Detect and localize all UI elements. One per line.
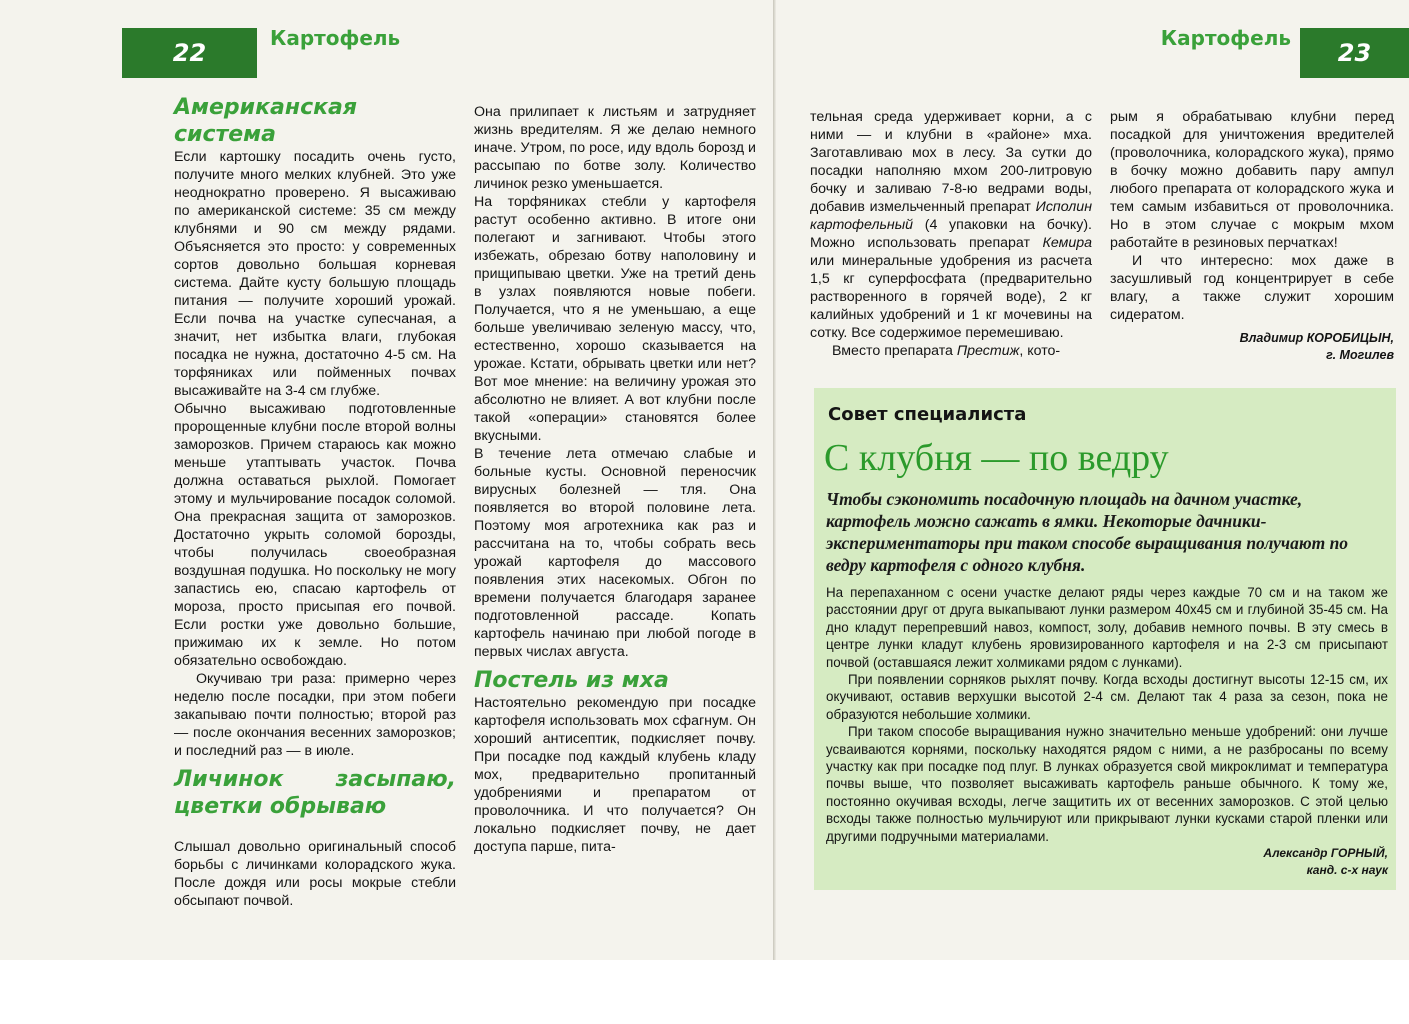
paragraph: Слышал довольно оригинальный способ борьбы с личинками колорадского жука. После дождя или росы мокрые стебли обсыпают почвой.: [174, 839, 456, 909]
subheading-moss-bed: Постель из мха: [474, 668, 669, 693]
product-name: Исполин картофельный: [810, 199, 1092, 233]
paragraph: Если картошку посадить очень густо, получите много мелких клубней. Это уже неоднократно проверено. Я высаживаю по американской системе: 35 см между клубнями и 90 см между рядами. Объясняется это просто: у современных сортов довольно большая корневая система. Дайте кусту большую площадь питания — получите хороший урожай. Если почва на участке супесчаная, а значит, нет избытка влаги, глубокая посадка не нужна, достаточно 4-5 см. На торфяниках или пойменных почвах высаживайте на 3-4 см глубже.: [174, 149, 456, 399]
paragraph: Окучиваю три раза: примерно через неделю после посадки, при этом побеги закапываю почти полностью; второй раз — после окончания весенних заморозков; и последний раз — в июле.: [174, 671, 456, 759]
paragraph: При появлении сорняков рыхлят почву. Когда всходы достигнут высоты 12-15 см, их окучивают, оставив верхушки высотой 2-4 см. Делают так 4 раза за сезон, пока не образуются небольшие холмики.: [826, 672, 1388, 722]
paragraph: Обычно высаживаю подготовленные пророщенные клубни после второй волны заморозков. Причем стараюсь как можно меньше утаптывать участок. Почва должна оставаться рыхлой. Помогает этому и мульчирование посадок соломой. Она прекрасная защита от заморозков. Достаточно укрыть соломой борозды, чтобы получилась своеобразная воздушная подушка. Но поскольку не могу запастись ею, спасаю картофель от мороза, просто присыпая его почвой. Если ростки уже довольно большие, прижимаю их к земле. Но потом обязательно освобождаю.: [174, 401, 456, 669]
paragraph: Настоятельно рекомендую при посадке картофеля использовать мох сфагнум. Он хороший антисептик, подкисляет почву. При посадке под каждый клубень кладу мох, предварительно пропитанный удобрениями и препаратом от проволочника. И что получается? Он локально подкисляет почву, не дает доступа парше, пита-: [474, 695, 756, 855]
paragraph: рым я обрабатываю клубни перед посадкой для уничтожения вредителей (проволочника, колорадского жука), прямо в бочку можно добавить пару ампул любого препарата от колорадского жука и тем самым избавиться от проволочника. Но в этом случае с мокрым мхом работайте в резиновых перчатках!: [1110, 109, 1394, 251]
box-body: [826, 584, 1388, 879]
author-name: Владимир КОРОБИЦЫН,: [1239, 331, 1394, 345]
paragraph: На торфяниках стебли у картофеля растут особенно активно. В итоге они полегают и загнивают. Чтобы этого избежать, обрезаю ботву наполовину и прищипываю цветки. Уже на третий день в узлах появляются новые побеги. Получается, что я не уменьшаю, а еще больше увеличиваю зеленую массу, что, естественно, хорошо сказывается на урожае. Кстати, обрывать цветки или нет? Вот мое мнение: на величину урожая это абсолютно не влияет. А вот клубни после такой «операции» становятся более вкусными.: [474, 194, 756, 444]
paragraph: [810, 108, 1092, 342]
product-name: Престиж: [956, 343, 1020, 359]
article-column-1: [174, 94, 456, 910]
paragraph: При таком способе выращивания нужно значительно меньше удобрений: они лучше усваиваются корнями, поскольку находятся рядом с ними, а не разбросаны по всему участку как при посадке под плуг. В лунках образуется свой микроклимат и температура почвы выше, что позволяет высаживать картофель раньше обычного. К тому же, постоянно окучивая всходы, легче защитить их от весенних заморозков. С этой целью всходы также полностью мульчируют или прикрывают лунки кусками старой пленки или другими подручными материалами.: [826, 724, 1388, 844]
page-number-right: 23: [1300, 28, 1409, 78]
running-head-left: Картофель: [270, 26, 401, 50]
text-run: или минеральные удобрения из расчета 1,5 кг суперфосфата (предварительно растворенного в горячей воде), 2 кг калийных удобрений и 1 кг мочевины на сотку. Все содержимое перемешиваю.: [810, 253, 1092, 341]
running-head-right: Картофель: [1160, 26, 1291, 50]
text-run: , кото-: [1019, 343, 1061, 359]
author-credential: канд. с-х наук: [1306, 863, 1388, 878]
article-column-3: [810, 108, 1092, 360]
paragraph: На перепаханном с осени участке делают ряды через каждые 70 см и на таком же расстоянии друг от друга выкапывают лунки размером 40x45 см и глубиной 35-45 см. На дно кладут перепревший навоз, компост, золу, добавив немного почвы. В эту смесь в центре лунки кладут клубень яровизированного картофеля и на 2-3 см присыпают почвой (оставшаяся лежит холмиками рядом с лунками).: [826, 585, 1388, 670]
page-number-left: 22: [122, 28, 257, 78]
subheading-larvae-flowers: Личинок засыпаю, цветки обрываю: [174, 767, 456, 819]
product-name: Кемира: [1042, 235, 1092, 251]
author-name: Александр ГОРНЫЙ,: [1263, 846, 1388, 861]
subheading-american-system: Американская система: [174, 95, 358, 147]
box-title: С клубня — по ведру: [824, 437, 1169, 479]
text-run: (4 упаковки на бочку). Можно использовать препарат: [810, 217, 1092, 251]
paragraph: В течение лета отмечаю слабые и больные кусты. Основной переносчик вирусных болезней — тля. Она появляется во второй половине лета. Поэтому моя агротехника как раз и рассчитана на то, чтобы собрать весь урожай картофеля до массового появления этих насекомых. Обгон по времени получается благодаря заранее подготовленной рассаде. Копать картофель начинаю при любой погоде в первых числах августа.: [474, 446, 756, 660]
specialist-advice-box: [814, 388, 1396, 890]
text-run: Вместо препарата: [832, 343, 957, 359]
article-column-2: [474, 103, 756, 856]
box-rubric: Совет специалиста: [828, 404, 1027, 425]
paragraph: Она прилипает к листьям и затрудняет жизнь вредителям. Я же делаю немного иначе. Утром, по росе, иду вдоль борозд и рассыпаю по ботве золу. Количество личинок резко уменьшается.: [474, 104, 756, 192]
paragraph: [810, 342, 1092, 360]
author-city: г. Могилев: [1326, 348, 1394, 362]
paragraph: И что интересно: мох даже в засушливый год концентрирует в себе влагу, а также служит хорошим сидератом.: [1110, 253, 1394, 323]
text-run: тельная среда удерживает корни, а с ними — и клубни в «районе» мха. Заготавливаю мох в лесу. За сутки до посадки наполняю мхом 200-литровую бочку и заливаю 7-8-ю ведрами воды, добавив измельченный препарат: [810, 109, 1092, 215]
article-column-4: [1110, 108, 1394, 364]
box-lead: Чтобы сэкономить посадочную площадь на дачном участке, картофель можно сажать в ямки. Некоторые дачники-экспериментаторы при таком способе выращивания получают по ведру картофеля с одного клубня.: [826, 489, 1349, 575]
